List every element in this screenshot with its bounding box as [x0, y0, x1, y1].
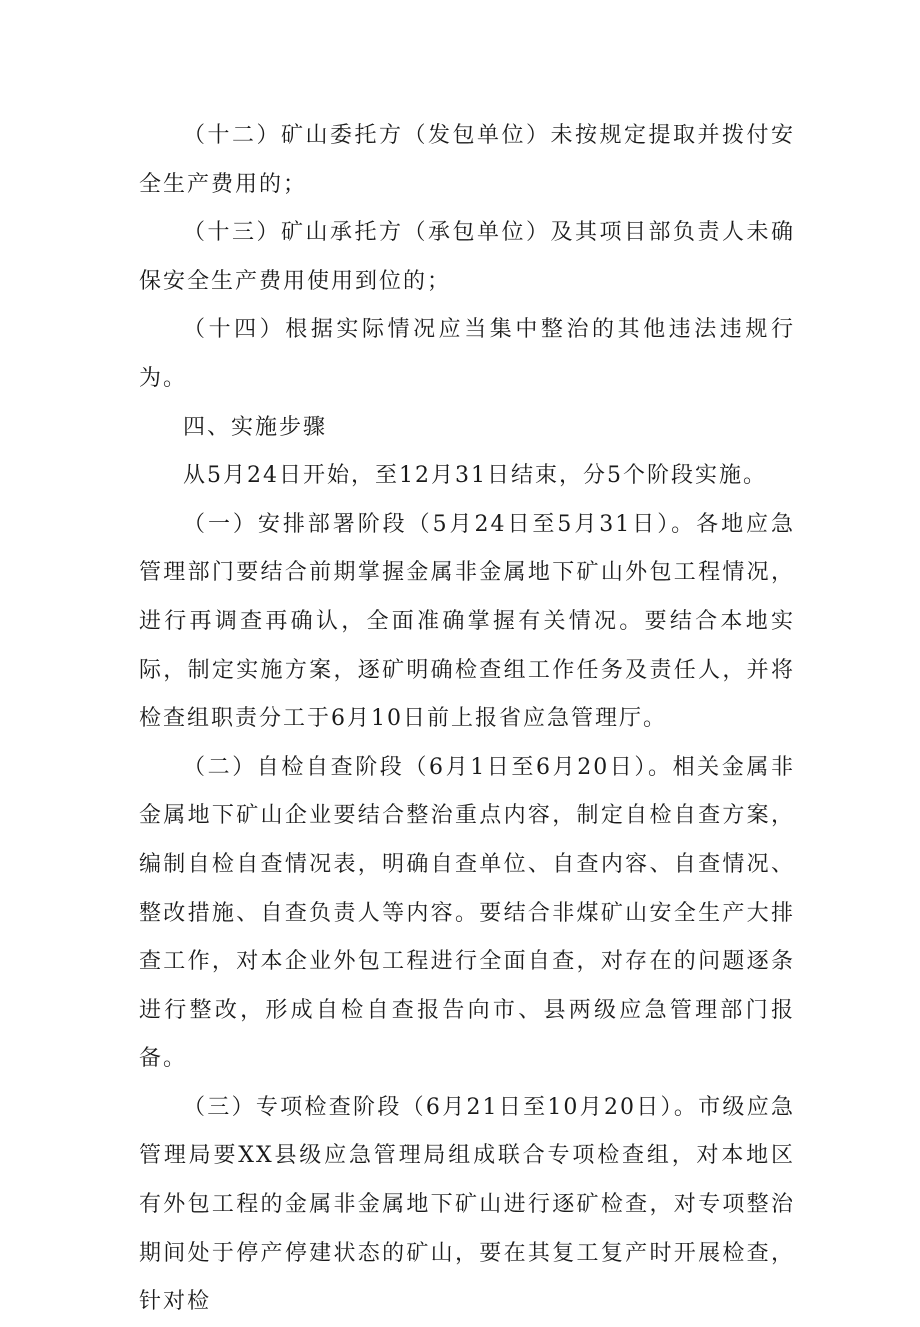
paragraph-item-13: （十三）矿山承托方（承包单位）及其项目部负责人未确保安全生产费用使用到位的； [139, 220, 795, 294]
section-heading-implementation-steps: 四、实施步骤 [183, 414, 328, 440]
paragraph-stage-2: （二）自检自查阶段（6月1日至6月20日）。相关金属非金属地下矿山企业要结合整治重点内容，制定自检自查方案，编制自检自查情况表，明确自查单位、自查内容、自查情况、整改措施、自查负责人等内容。要结合非煤矿山安全生产大排查工作，对本企业外包工程进行全面自查，对存在的问题逐条进行整改，形成自检自查报告向市、县两级应急管理部门报备。 [139, 754, 795, 1072]
paragraph-item-12: （十二）矿山委托方（发包单位）未按规定提取并拨付安全生产费用的； [139, 123, 795, 197]
document-body [139, 112, 795, 1327]
paragraph-stage-3: （三）专项检查阶段（6月21日至10月20日）。市级应急管理局要XX县级应急管理局组成联合专项检查组，对本地区有外包工程的金属非金属地下矿山进行逐矿检查，对专项整治期间处于停产停建状态的矿山，要在其复工复产时开展检查，针对检 [139, 1094, 795, 1315]
paragraph-stage-1: （一）安排部署阶段（5月24日至5月31日）。各地应急管理部门要结合前期掌握金属非金属地下矿山外包工程情况，进行再调查再确认，全面准确掌握有关情况。要结合本地实际，制定实施方案，逐矿明确检查组工作任务及责任人，并将检查组职责分工于6月10日前上报省应急管理厅。 [139, 511, 795, 732]
paragraph-timeline: 从5月24日开始，至12月31日结束，分5个阶段实施。 [183, 463, 767, 489]
paragraph-item-14: （十四）根据实际情况应当集中整治的其他违法违规行为。 [139, 317, 795, 391]
